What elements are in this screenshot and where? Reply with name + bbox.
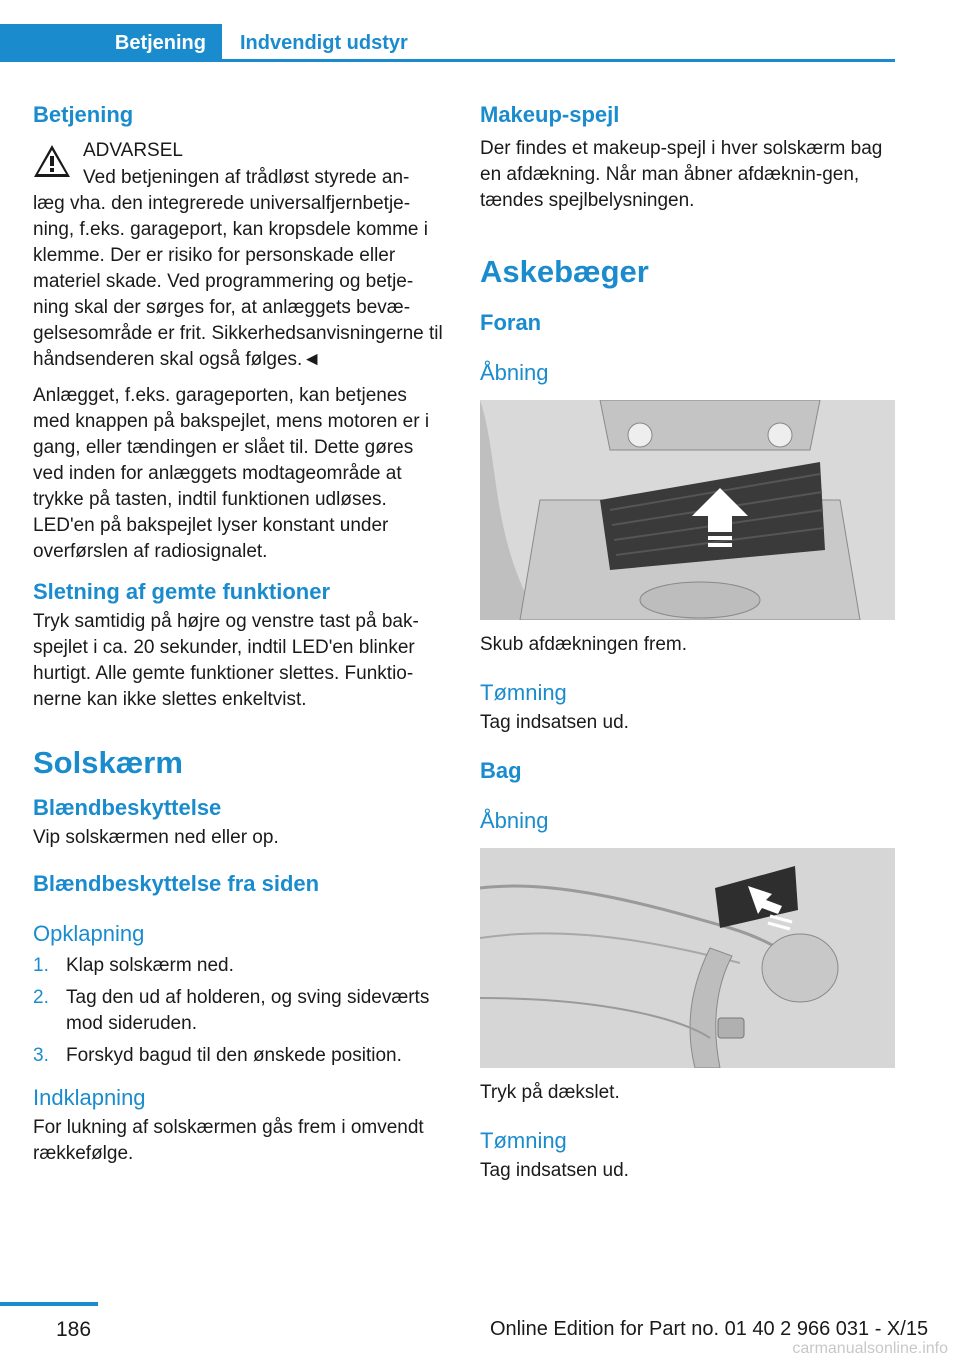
warning-text: læg vha. den integrerede universalfjernbetje-ning, f.eks. garageport, kan kropsdele komme i klemme. Der er risiko for personskade eller materiel skade. Ved programmering og betje-ning skal der sørges for, at anlæggets bevæ-gelsesområde er frit. Sikkerhedsanvisningerne til håndsenderen skal også følges.◄ — [33, 193, 443, 370]
bag-heading: Bag — [480, 758, 522, 783]
indklapning-text: For lukning af solskærmen gås frem i omvendt rækkefølge. — [33, 1117, 424, 1164]
front-caption: Skub afdækningen frem. — [480, 634, 688, 655]
blaend-text: Vip solskærmen ned eller op. — [33, 827, 279, 848]
rear-ashtray-illustration — [480, 848, 895, 1068]
tab-indvendigt-udstyr[interactable]: Indvendigt udstyr — [240, 31, 408, 54]
list-item — [33, 985, 447, 1037]
rear-caption: Tryk på dækslet. — [480, 1082, 620, 1103]
right-column — [480, 100, 895, 1184]
blaend-heading: Blændbeskyttelse — [33, 795, 222, 820]
header-rule — [222, 59, 895, 62]
page-header — [0, 24, 895, 62]
front-ashtray-illustration — [480, 400, 895, 620]
footer-rule — [0, 1302, 98, 1306]
aabning-heading-front: Åbning — [480, 360, 549, 385]
indklapning-heading: Indklapning — [33, 1085, 146, 1110]
watermark: carmanualsonline.info — [792, 1340, 948, 1357]
tomning-heading-front: Tømning — [480, 680, 567, 705]
askebaeger-heading: Askebæger — [480, 254, 649, 289]
step-number: 3. — [33, 1045, 49, 1066]
delete-text: Tryk samtidig på højre og venstre tast på bak-spejlet i ca. 20 sekunder, indtil LED'en blinker hurtigt. Alle gemte funktioner slettes. Funktio-nerne kan ikke slettes enkeltvist. — [33, 611, 419, 710]
warning-label: ADVARSEL — [83, 140, 183, 161]
page-number: 186 — [56, 1318, 92, 1341]
warning-text-first: Ved betjeningen af trådløst styrede an- — [83, 167, 410, 188]
betjening-heading: Betjening — [33, 102, 134, 127]
left-column — [33, 100, 447, 1167]
tomning-heading-rear: Tømning — [480, 1128, 567, 1153]
makeup-heading: Makeup-spejl — [480, 102, 620, 127]
step-text: Klap solskærm ned. — [66, 955, 234, 976]
opklapning-steps — [33, 953, 447, 1069]
step-number: 2. — [33, 987, 49, 1008]
step-text: Tag den ud af holderen, og sving sideværts mod sideruden. — [66, 987, 430, 1034]
list-item — [33, 1043, 447, 1069]
warning-block — [33, 138, 447, 373]
rear-ashtray-image — [480, 848, 895, 1068]
edition-text: Online Edition for Part no. 01 40 2 966 031 - X/15 — [490, 1318, 929, 1340]
list-item — [33, 953, 447, 979]
solskaerm-heading: Solskærm — [33, 745, 183, 780]
tomning-text-rear: Tag indsatsen ud. — [480, 1160, 629, 1181]
step-text: Forskyd bagud til den ønskede position. — [66, 1045, 402, 1066]
warning-triangle-icon — [33, 144, 71, 178]
operation-text: Anlægget, f.eks. garageporten, kan betjenes med knappen på bakspejlet, mens motoren er i gang, eller tændingen er slået til. Dette gøres ved inden for anlæggets modtageområde at trykke på tasten, indtil funktionen udløses. LED'en på bakspejlet lyser konstant under overførslen af radiosignalet. — [33, 385, 430, 562]
tomning-text-front: Tag indsatsen ud. — [480, 712, 629, 733]
front-ashtray-image — [480, 400, 895, 620]
foran-heading: Foran — [480, 310, 542, 335]
aabning-heading-rear: Åbning — [480, 808, 549, 833]
blaend-side-heading: Blændbeskyttelse fra siden — [33, 871, 320, 896]
opklapning-heading: Opklapning — [33, 921, 145, 946]
makeup-text: Der findes et makeup-spejl i hver solskærm bag en afdækning. Når man åbner afdæknin-gen, tændes spejlbelysningen. — [480, 138, 883, 211]
delete-heading: Sletning af gemte funktioner — [33, 579, 331, 604]
tab-betjening[interactable]: Betjening — [0, 24, 222, 62]
step-number: 1. — [33, 955, 49, 976]
